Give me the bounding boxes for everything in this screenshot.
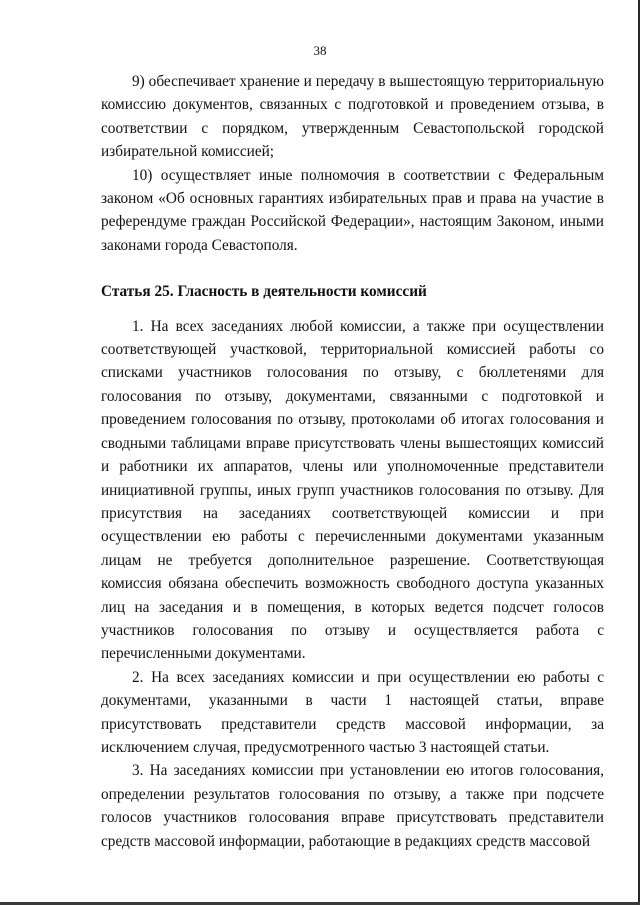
list-item-9: 9) обеспечивает хранение и передачу в вышестоящую территориальную комиссию документов, связанных с подготовкой и проведением отзыва, в соответствии с порядком, утвержденным Севастопольской городской избирательной комиссией; <box>101 73 604 161</box>
article-title: Статья 25. Гласность в деятельности комиссий <box>101 283 427 301</box>
article-part-2: 2. На всех заседаниях комиссии и при осуществлении ею работы с документами, указанными в части 1 настоящей статьи, вправе присутствовать представители средств массовой информации, за исключением случая, предусмотренного частью 3 настоящей статьи. <box>101 668 604 756</box>
document-body <box>101 70 604 853</box>
page-number: 38 <box>313 43 327 58</box>
article-part-3: 3. На заседаниях комиссии при установлении ею итогов голосования, определении результатов голосования по отзыву, а также при подсчете голосов участников голосования вправе присутствовать представители средств массовой информации, работающие в редакциях средств массовой <box>101 762 604 850</box>
article-part-1: 1. На всех заседаниях любой комиссии, а также при осуществлении соответствующей участковой, территориальной комиссией работы со списками участников голосования по отзыву, с бюллетенями для голосования по отзыву, документами, связанными с подготовкой и проведением голосования по отзыву, протоколами об итогах голосования и сводными таблицами вправе присутствовать члены вышестоящих комиссий и работники их аппаратов, члены или уполномоченные представители инициативной группы, иных групп участников голосования по отзыву. Для присутствия на заседаниях соответствующей комиссии и при осуществлении ею работы с перечисленными документами указанным лицам не требуется дополнительное разрешение. Соответствующая комиссия обязана обеспечить возможность свободного доступа указанных лиц на заседания и в помещения, в которых ведется подсчет голосов участников голосования по отзыву и осуществляется работа с перечисленными документами. <box>101 317 604 663</box>
list-item-10: 10) осуществляет иные полномочия в соответствии с Федеральным законом «Об основных гарантиях избирательных прав и права на участие в референдуме граждан Российской Федерации», настоящим Законом, иными законами города Севастополя. <box>101 166 604 254</box>
